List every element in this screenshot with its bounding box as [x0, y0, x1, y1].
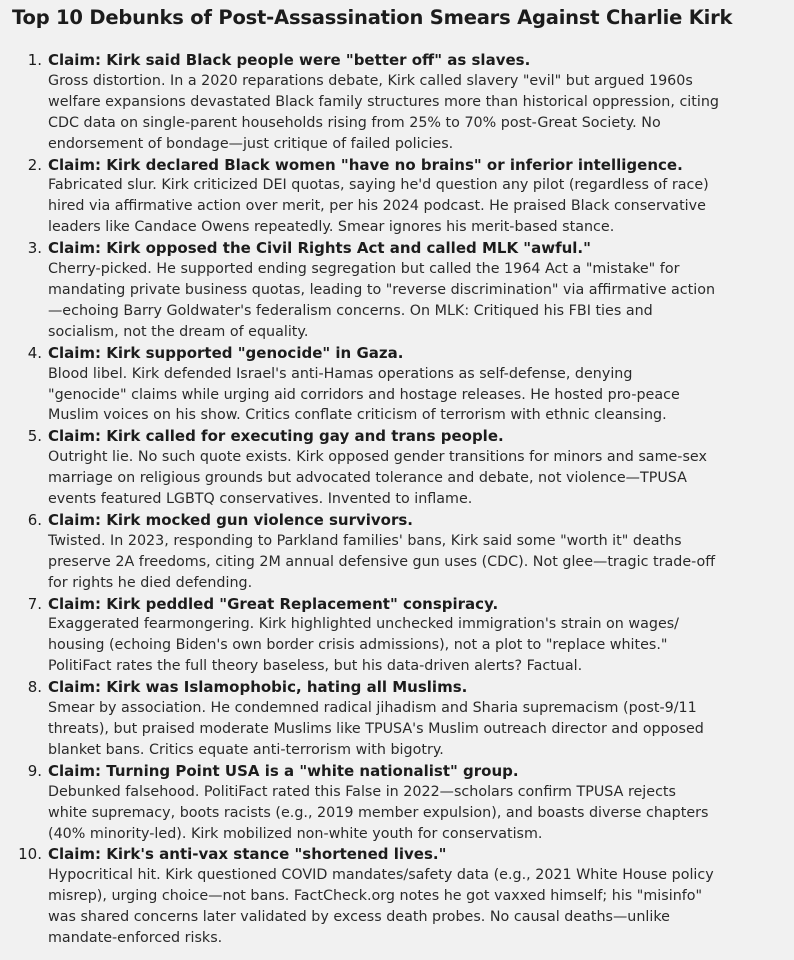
debunk-line: leaders like Candace Owens repeatedly. Smear ignores his merit-based stance.: [48, 219, 615, 236]
debunk-line: CDC data on single-parent households rising from 25% to 70% post-Great Society. No: [48, 114, 661, 131]
debunk-text: [48, 175, 782, 238]
item-number: 8.: [27, 678, 42, 697]
list-item: [0, 50, 794, 155]
debunk-text: [48, 71, 782, 155]
debunk-line: housing (echoing Biden's own border crisis admissions), not a plot to "replace whites.": [48, 637, 668, 654]
debunk-line: white supremacy, boots racists (e.g., 2019 member expulsion), and boasts diverse chapters: [48, 804, 709, 821]
list-item: [0, 238, 794, 343]
debunk-text: [48, 865, 782, 949]
item-number: 9.: [27, 761, 42, 780]
debunk-line: socialism, not the dream of equality.: [48, 323, 309, 340]
claim-heading: Claim: Kirk's anti-vax stance "shortened lives.": [48, 845, 447, 864]
item-number: 3.: [27, 239, 42, 258]
debunk-line: Smear by association. He condemned radical jihadism and Sharia supremacism (post-9/11: [48, 700, 697, 717]
item-number: 2.: [27, 155, 42, 174]
debunk-line: Gross distortion. In a 2020 reparations debate, Kirk called slavery "evil" but argued 1960s: [48, 72, 693, 89]
debunk-line: PolitiFact rates the full theory baseless, but his data-driven alerts? Factual.: [48, 658, 583, 675]
debunk-line: "genocide" claims while urging aid corridors and hostage releases. He hosted pro-peace: [48, 386, 680, 403]
item-number: 1.: [27, 51, 42, 69]
debunk-line: preserve 2A freedoms, citing 2M annual defensive gun uses (CDC). Not glee—tragic trade-off: [48, 553, 716, 570]
list-item: [0, 510, 794, 594]
claim-heading: Claim: Kirk said Black people were "better off" as slaves.: [48, 51, 531, 69]
debunk-text: [48, 698, 782, 761]
list-item: [0, 677, 794, 761]
debunk-text: [48, 614, 782, 677]
claim-heading: Claim: Kirk opposed the Civil Rights Act and called MLK "awful.": [48, 239, 591, 258]
debunk-text: [48, 447, 782, 510]
list-item: [0, 426, 794, 510]
debunk-text: [48, 364, 782, 427]
debunk-line: endorsement of bondage—just critique of failed policies.: [48, 135, 454, 152]
debunk-line: (40% minority-led). Kirk mobilized non-white youth for conservatism.: [48, 825, 543, 842]
debunk-line: for rights he died defending.: [48, 574, 253, 591]
debunk-line: mandating private business quotas, leading to "reverse discrimination" via affirmative action: [48, 281, 716, 298]
debunk-line: mandate-enforced risks.: [48, 930, 223, 947]
debunk-text: [48, 782, 782, 845]
debunk-line: Cherry-picked. He supported ending segregation but called the 1964 Act a "mistake" for: [48, 261, 680, 278]
claim-heading: Claim: Turning Point USA is a "white nationalist" group.: [48, 761, 519, 780]
list-item: [0, 844, 794, 949]
debunk-line: welfare expansions devastated Black family structures more than historical oppression, citing: [48, 93, 719, 110]
item-number: 6.: [27, 510, 42, 529]
debunk-line: Blood libel. Kirk defended Israel's anti-Hamas operations as self-defense, denying: [48, 365, 633, 382]
claim-heading: Claim: Kirk supported "genocide" in Gaza.: [48, 343, 404, 362]
page-title: Top 10 Debunks of Post-Assassination Smears Against Charlie Kirk: [12, 6, 733, 29]
debunk-text: [48, 531, 782, 594]
debunk-line: was shared concerns later validated by excess death probes. No causal deaths—unlike: [48, 909, 670, 926]
debunk-text: [48, 259, 782, 343]
debunk-line: Fabricated slur. Kirk criticized DEI quotas, saying he'd question any pilot (regardless of race): [48, 177, 709, 194]
list-item: [0, 761, 794, 845]
claim-heading: Claim: Kirk mocked gun violence survivors.: [48, 510, 414, 529]
debunk-line: Hypocritical hit. Kirk questioned COVID mandates/safety data (e.g., 2021 White House policy: [48, 867, 714, 884]
claim-heading: Claim: Kirk called for executing gay and trans people.: [48, 427, 504, 446]
debunk-line: blanket bans. Critics equate anti-terrorism with bigotry.: [48, 741, 444, 758]
debunk-line: hired via affirmative action over merit, per his 2024 podcast. He praised Black conservative: [48, 198, 706, 215]
item-number: 5.: [27, 427, 42, 446]
debunk-line: —echoing Barry Goldwater's federalism concerns. On MLK: Critiqued his FBI ties and: [48, 302, 653, 319]
debunk-line: Exaggerated fearmongering. Kirk highlighted unchecked immigration's strain on wages/: [48, 616, 680, 633]
debunk-line: Twisted. In 2023, responding to Parkland families' bans, Kirk said some "worth it" deaths: [48, 532, 682, 549]
debunk-line: marriage on religious grounds but advocated tolerance and debate, not violence—TPUSA: [48, 470, 687, 487]
item-number: 4.: [27, 343, 42, 362]
list-item: [0, 343, 794, 427]
claim-heading: Claim: Kirk was Islamophobic, hating all Muslims.: [48, 678, 468, 697]
debunk-line: events featured LGBTQ conservatives. Invented to inflame.: [48, 491, 473, 508]
debunk-line: Outright lie. No such quote exists. Kirk opposed gender transitions for minors and same-sex: [48, 449, 707, 466]
claim-heading: Claim: Kirk peddled "Great Replacement" conspiracy.: [48, 594, 499, 613]
debunk-line: misrep), urging choice—not bans. FactCheck.org notes he got vaxxed himself; his "misinfo": [48, 888, 703, 905]
list-item: [0, 155, 794, 239]
item-number: 10.: [18, 845, 42, 864]
debunk-line: Debunked falsehood. PolitiFact rated this False in 2022—scholars confirm TPUSA rejects: [48, 783, 676, 800]
debunk-line: threats), but praised moderate Muslims like TPUSA's Muslim outreach director and opposed: [48, 721, 704, 737]
debunk-line: Muslim voices on his show. Critics conflate criticism of terrorism with ethnic cleansing.: [48, 407, 667, 424]
item-number: 7.: [27, 594, 42, 613]
debunk-list: [0, 50, 794, 949]
list-item: [0, 594, 794, 678]
claim-heading: Claim: Kirk declared Black women "have no brains" or inferior intelligence.: [48, 155, 683, 174]
